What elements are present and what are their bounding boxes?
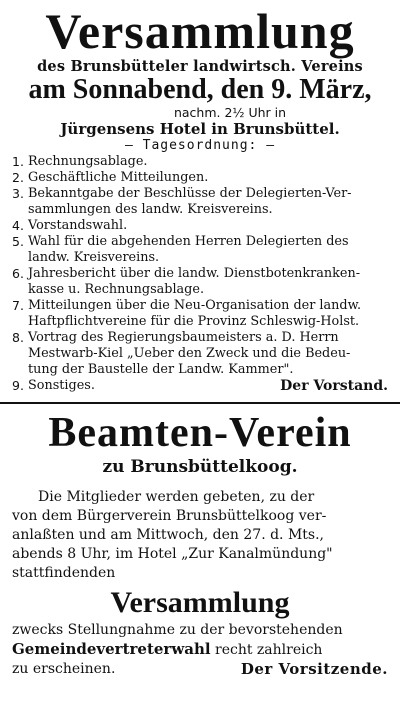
- agenda-heading: — Tagesordnung: —: [124, 138, 276, 153]
- agenda-item-last: [12, 378, 388, 394]
- agenda-text-line: Mestwarb-Kiel „Ueber den Zweck und die Bedeu-: [28, 346, 351, 361]
- agenda-number: 1.: [12, 154, 24, 169]
- agenda-item: [12, 298, 388, 330]
- agenda-text-line: Vorstandswahl.: [28, 218, 128, 233]
- agenda-text-line: Haftpflichtvereine für die Provinz Schleswig-Holst.: [28, 314, 360, 329]
- agenda-text-line: Jahresbericht über die landw. Dienstbotenkranken-: [28, 266, 361, 281]
- agenda-text-line: sammlungen des landw. Kreisvereins.: [28, 202, 273, 217]
- agenda-number: 9.: [12, 378, 24, 393]
- closing-text: zu erscheinen.: [12, 661, 116, 677]
- agenda-item: [12, 330, 388, 378]
- agenda-text: [28, 170, 388, 186]
- agenda-text-line: Wahl für die abgehenden Herren Delegierten des: [28, 234, 349, 249]
- agenda-item: [12, 170, 388, 186]
- agenda-number: 2.: [12, 170, 24, 185]
- agenda-text: [28, 330, 388, 378]
- body-line: Die Mitglieder werden gebeten, zu der: [38, 489, 315, 505]
- agenda-text-line: Bekanntgabe der Beschlüsse der Delegierten-Ver-: [28, 186, 352, 201]
- newspaper-clipping: [0, 4, 400, 704]
- closing-line: [12, 640, 388, 660]
- meeting-heading: Versammlung: [110, 586, 290, 619]
- notice-farmers-association: [12, 4, 388, 394]
- body-line: abends 8 Uhr, im Hotel „Zur Kanalmündung": [12, 546, 333, 562]
- agenda-text: Sonstiges.: [28, 378, 95, 393]
- agenda-item: [12, 218, 388, 234]
- agenda-text: [28, 266, 388, 298]
- body-line: stattfindenden: [12, 565, 116, 581]
- agenda-text-line: Mitteilungen über die Neu-Organisation der landw.: [28, 298, 362, 313]
- agenda-text: [28, 154, 388, 170]
- agenda-text: [28, 234, 388, 266]
- agenda-text: [28, 218, 388, 234]
- notice-title: Versammlung: [45, 3, 355, 59]
- meeting-venue: Jürgensens Hotel in Brunsbüttel.: [60, 120, 340, 138]
- notice-title: Beamten-Verein: [48, 410, 352, 456]
- signature-chairman: Der Vorsitzende.: [240, 660, 388, 678]
- agenda-text-line: Rechnungsablage.: [28, 154, 148, 169]
- notice-subtitle: zu Brunsbüttelkoog.: [102, 457, 298, 477]
- agenda-text-line: Geschäftliche Mitteilungen.: [28, 170, 209, 185]
- agenda-list: [12, 154, 388, 378]
- agenda-number: 5.: [12, 234, 24, 249]
- agenda-text-line: Vortrag des Regierungsbaumeisters a. D. Herrn: [28, 330, 339, 345]
- agenda-item: [12, 154, 388, 170]
- closing-line: zwecks Stellungnahme zu der bevorstehenden: [12, 622, 343, 638]
- meeting-date: am Sonnabend, den 9. März,: [28, 74, 372, 105]
- notice-officials-association: [12, 410, 388, 679]
- closing-final: [12, 660, 388, 679]
- notice-subtitle: des Brunsbütteler landwirtsch. Vereins: [37, 58, 363, 75]
- agenda-item: [12, 266, 388, 298]
- agenda-text-line: tung der Baustelle der Landw. Kammer".: [28, 362, 294, 377]
- agenda-text: [28, 298, 388, 330]
- agenda-number: 4.: [12, 218, 24, 233]
- closing-text: recht zahlreich: [210, 642, 323, 658]
- agenda-number: 7.: [12, 298, 24, 313]
- signature-board: Der Vorstand.: [280, 378, 388, 394]
- agenda-item: [12, 234, 388, 266]
- agenda-text: [28, 186, 388, 218]
- agenda-text-line: kasse u. Rechnungsablage.: [28, 282, 205, 297]
- agenda-text-line: landw. Kreisvereins.: [28, 250, 160, 265]
- notice-body: [12, 488, 388, 583]
- agenda-number: 6.: [12, 266, 24, 281]
- meeting-time: nachm. 2½ Uhr in: [173, 105, 287, 120]
- section-divider: [0, 402, 400, 404]
- agenda-number: 8.: [12, 330, 24, 345]
- election-term: Gemeindevertreterwahl: [12, 640, 211, 658]
- agenda-item: [12, 186, 388, 218]
- body-line: von dem Bürgerverein Brunsbüttelkoog ver-: [12, 508, 327, 524]
- agenda-number: 3.: [12, 186, 24, 201]
- body-line: anlaßten und am Mittwoch, den 27. d. Mts.,: [12, 527, 325, 543]
